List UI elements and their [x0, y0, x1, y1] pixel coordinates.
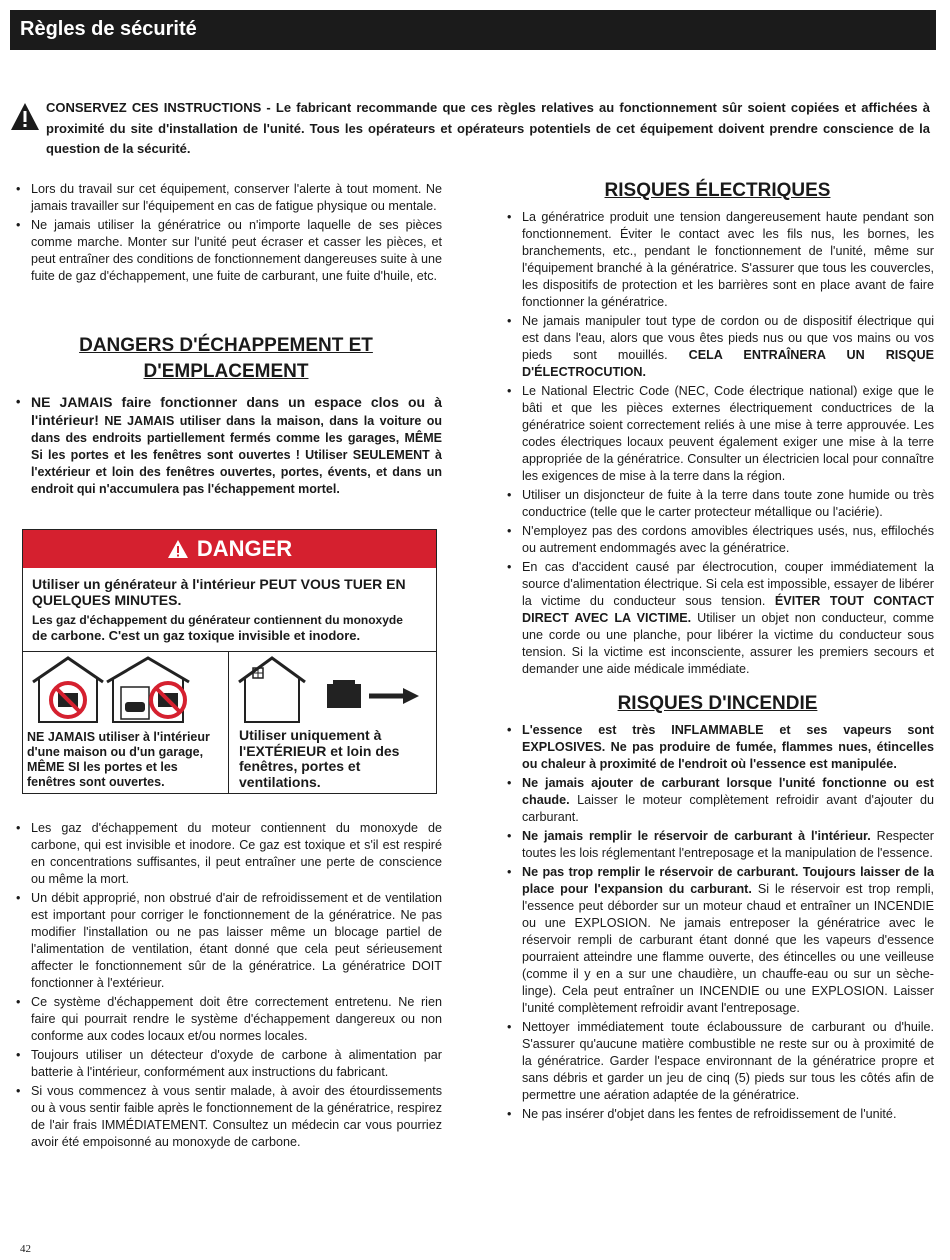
outdoor-use-panel [229, 652, 436, 794]
list-item: • Toujours utiliser un détecteur d'oxyde de carbone à alimentation par batterie à l'intérieur, conformément aux instructions du fabricant. [10, 1047, 442, 1081]
fire-bullet-bold: Ne pas trop remplir le réservoir de carburant. Toujours laisser de la place pour l'expansion du carburant. [522, 865, 934, 896]
fire-bullet-text: Laisser le moteur complètement refroidir avant d'ajouter du carburant. [522, 793, 935, 824]
danger-line-1: Utiliser un générateur à l'intérieur PEUT VOUS TUER EN QUELQUES MINUTES. [32, 576, 406, 608]
list-item: • Ne jamais utiliser la génératrice ou n'importe laquelle de ses pièces comme marche. Monter sur l'unité peut écraser et casser les pièces, et peut entraîner des conditions de fonctionnement dangereuses suite à une fuite de gaz d'échappement, une fuite de carburant, une fuite d'huile, etc. [10, 217, 442, 285]
exhaust-section [10, 333, 442, 500]
fire-bullet-text: Respecter toutes les lois réglementant l'entreposage et la manipulation de l'essence. [522, 829, 934, 860]
intro-warning [10, 98, 930, 160]
list-item: • Ce système d'échappement doit être correctement entretenu. Ne rien faire qui pourrait rendre le système d'échappement dangereux ou non conforme aux codes locaux et/ou normes locales. [10, 994, 442, 1045]
fire-bullet-bold: Ne jamais remplir le réservoir de carburant à l'intérieur. [522, 829, 871, 843]
danger-pictograms [23, 651, 436, 794]
list-item [501, 864, 934, 1017]
list-item: • Si vous commencez à vous sentir malade, à avoir des étourdissements ou à vous sentir faible après le fonctionnement de la génératrice, respirez de l'air frais IMMÉDIATEMENT. Consultez un médecin car vous pourriez avoir été empoisonné au monoxyde de carbone. [10, 1083, 442, 1151]
electric-bullet-text: En cas d'accident causé par électrocution, couper immédiatement la source d'alimentation électrique. Si cela est impossible, essayer de libérer la victime du conducteur sous tension. [522, 560, 934, 608]
electric-bullet-text: Utiliser un objet non conducteur, comme une corde ou une planche, pour libérer la victime du conducteur sous tension. Si la victime est inconsciente, assurer les premiers secours et demander une aide médicale immédiate. [522, 611, 934, 676]
list-item-exhaust-warning [10, 394, 442, 498]
list-item: • N'employez pas des cordons amovibles électriques usés, nus, effilochés ou autrement endommagés avec la génératrice. [501, 523, 934, 557]
electric-bullet-bold: ÉVITER TOUT CONTACT DIRECT AVEC LA VICTIME. [522, 594, 935, 625]
outdoor-caption: Utiliser uniquement à l'EXTÉRIEUR et loin des fenêtres, portes et ventilations. [239, 727, 400, 790]
section-heading-exhaust-1: DANGERS D'ÉCHAPPEMENT ET [79, 335, 373, 356]
page-number: 42 [20, 1243, 31, 1255]
list-item [501, 775, 934, 826]
left-column-top [10, 181, 442, 287]
danger-line-2: Les gaz d'échappement du générateur contiennent du monoxyde [32, 613, 403, 627]
list-item: • Nettoyer immédiatement toute éclaboussure de carburant ou d'huile. S'assurer qu'aucune matière combustible ne reste sur ou à proximité de la génératrice. Garder l'espace environnant de la génératrice propre et sans débris et garder un jeu de cinq (5) pieds sur tous les côtés afin de permettre une aération adaptée de la génératrice. [501, 1019, 934, 1104]
indoor-caption: NE JAMAIS utiliser à l'intérieur d'une maison ou d'un garage, MÊME SI les portes et les fenêtres sont ouvertes. [27, 730, 210, 789]
danger-line-3: de carbone. C'est un gaz toxique invisible et inodore. [32, 628, 361, 643]
list-item: • La génératrice produit une tension dangereusement haute pendant son fonctionnement. Éviter le contact avec les fils nus, les bornes, les branchements, etc., pendant le fonctionnement de l'unité, même sur l'équipement branché à la génératrice. S'assurer que tous les couvercles, les dispositifs de protection et les barrières sont en place avant de faire fonctionner la génératrice. [501, 209, 934, 311]
danger-header [23, 530, 436, 568]
section-heading-electrical: RISQUES ÉLECTRIQUES [604, 180, 831, 201]
indoor-prohibited-panel [23, 652, 229, 794]
fire-bullet-text: Si le réservoir est trop rempli, l'essence peut déborder sur un moteur chaud et entraîner un INCENDIE ou une EXPLOSION. Ne jamais entreposer la génératrice avec le réservoir rempli de carburant étant donné que les vapeurs d'essence pourraient atteindre une flamme ouverte, des étincelles ou une veilleuse (comme il y en a sur une chaudière, un chauffe-eau ou sur un sèche-linge). Cela peut entraîner un INCENDIE ou une EXPLOSION. Laisser l'unité complètement refroidir avant l'entreposage. [522, 882, 934, 1015]
list-item [501, 828, 934, 862]
electric-bullet-text: Ne jamais manipuler tout type de cordon ou de dispositif électrique qui est dans l'eau, alors que vous êtes pieds nus ou que vos mains ou vos pieds sont mouillés. [522, 314, 934, 362]
list-item: • Le National Electric Code (NEC, Code électrique national) exige que le bâti et que les pièces externes électriquement conductrices de la génératrice soient correctement reliés à une mise à terre approuvée. Les codes électriques locaux peuvent également exiger une mise à la terre appropriée de la génératrice. Consulter un électricien local pour connaître les exigences de mise à la terre dans la région. [501, 383, 934, 485]
list-item: • Lors du travail sur cet équipement, conserver l'alerte à tout moment. Ne jamais travailler sur l'équipement en cas de fatigue physique ou mentale. [10, 181, 442, 215]
house-generator-outside-icon [229, 652, 436, 728]
electric-bullet-bold: CELA ENTRAÎNERA UN RISQUE D'ÉLECTROCUTION. [522, 348, 934, 379]
list-item: • L'essence est très INFLAMMABLE et ses vapeurs sont EXPLOSIVES. Ne pas produire de fumée, flammes nues, étincelles ou chaleur à proximité de l'endroit où l'essence est manipulée. [501, 722, 934, 773]
section-heading-exhaust-2: D'EMPLACEMENT [143, 361, 309, 382]
right-column [501, 178, 934, 1125]
house-garage-prohibited-icon [23, 652, 228, 730]
warning-triangle-icon [10, 102, 40, 132]
page-title-bar [10, 10, 936, 50]
list-item: • Les gaz d'échappement du moteur contiennent du monoxyde de carbone, qui est invisible et inodore. Ce gaz est toxique et s'il est respiré en concentrations suffisantes, il peut entraîner une perte de conscience ou même la mort. [10, 820, 442, 888]
list-item: • Ne pas insérer d'objet dans les fentes de refroidissement de l'unité. [501, 1106, 934, 1123]
left-column-bottom [10, 820, 442, 1153]
warning-triangle-icon [167, 539, 189, 559]
list-item: • Utiliser un disjoncteur de fuite à la terre dans toute zone humide ou très conductrice (telle que le carter protecteur métallique ou l'aciérie). [501, 487, 934, 521]
list-item [501, 313, 934, 381]
section-heading-fire: RISQUES D'INCENDIE [617, 693, 818, 714]
exhaust-warning-rest: NE JAMAIS utiliser dans la maison, dans la voiture ou dans des endroits partiellement fermés comme les garages, MÊME Si les portes et les fenêtres sont ouvertes ! Utiliser SEULEMENT à l'extérieur et loin des fenêtres ouvertes, portes, évents, et dans un endroit qui n'accumulera pas l'échappement mortel. [31, 414, 442, 496]
intro-text: CONSERVEZ CES INSTRUCTIONS - Le fabricant recommande que ces règles relatives au fonctionnement sûr soient copiées et affichées à proximité du site d'installation de l'unité. Tous les opérateurs et opérateurs potentiels de cet équipement doivent prendre conscience de la question de la sécurité. [46, 100, 930, 156]
list-item [501, 559, 934, 678]
page-title: Règles de sécurité [20, 18, 197, 40]
danger-box [22, 529, 437, 794]
list-item: • Un débit approprié, non obstrué d'air de refroidissement et de ventilation est important pour corriger le fonctionnement de la génératrice. Ne pas modifier l'installation ou ne pas laisser même un blocage partiel de l'alimentation de ventilation, étant donné que cela peut sérieusement affecter le fonctionnement sûr de la génératrice. La génératrice DOIT fonctionner à l'extérieur. [10, 890, 442, 992]
danger-label: DANGER [196, 536, 293, 561]
fire-bullet-bold: Ne jamais ajouter de carburant lorsque l'unité fonctionne ou est chaude. [522, 776, 934, 807]
exhaust-warning-lead: NE JAMAIS faire fonctionner dans un espace clos ou à l'intérieur! [31, 394, 442, 428]
